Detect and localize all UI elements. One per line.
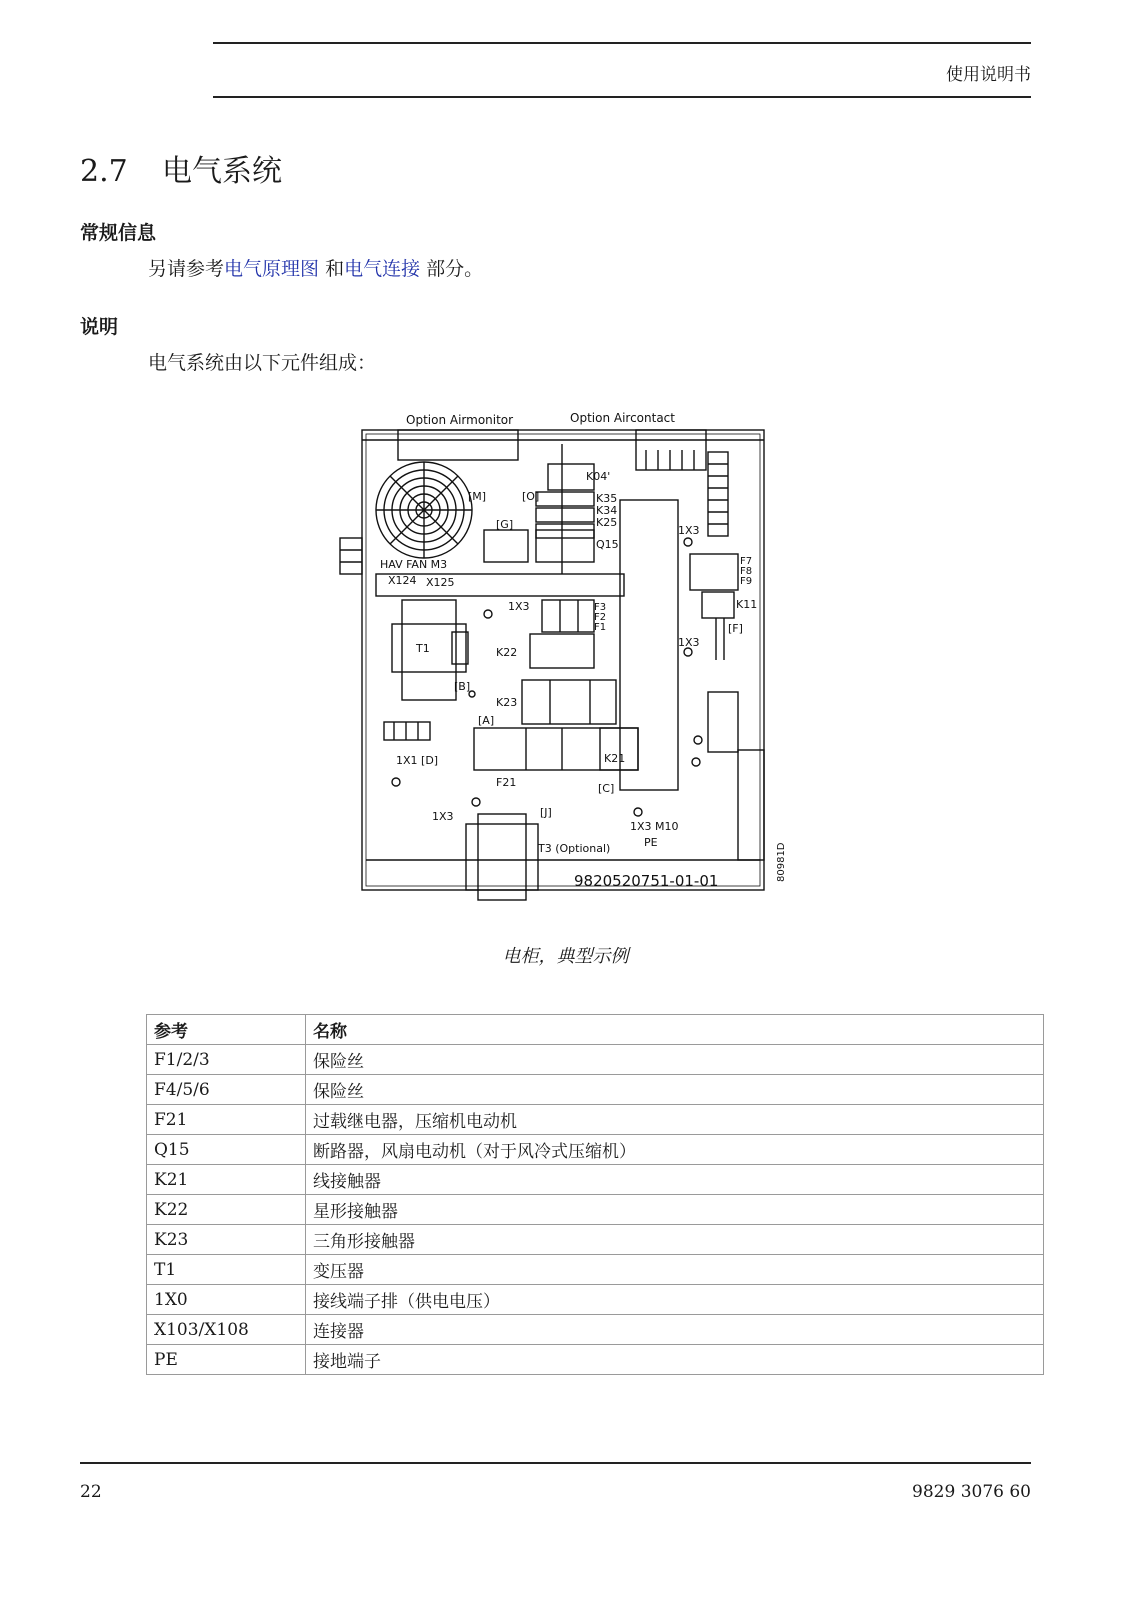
table-row <box>147 1195 1044 1225</box>
label-f3: F3 <box>594 602 607 613</box>
table-cell-name: 变压器 <box>306 1255 1044 1285</box>
general-text-before: 另请参考 <box>148 258 225 280</box>
label-j: [J] <box>540 806 552 819</box>
label-k35: K35 <box>596 492 618 505</box>
table-cell-ref: F4/5/6 <box>147 1075 306 1105</box>
label-k25: K25 <box>596 516 618 529</box>
table-row <box>147 1105 1044 1135</box>
reference-table <box>146 1014 1044 1375</box>
label-1x3-right: 1X3 <box>678 636 700 649</box>
table-cell-ref: K23 <box>147 1225 306 1255</box>
table-row <box>147 1225 1044 1255</box>
transformer-t3 <box>466 824 538 890</box>
label-f9: F9 <box>740 576 753 587</box>
label-k34: K34 <box>596 504 618 517</box>
document-number: 9829 3076 60 <box>912 1482 1031 1502</box>
table-cell-ref: PE <box>147 1345 306 1375</box>
table-cell-name: 过载继电器，压缩机电动机 <box>306 1105 1044 1135</box>
label-k22: K22 <box>496 646 518 659</box>
label-aircontact: Option Aircontact <box>570 411 675 425</box>
table-cell-name: 连接器 <box>306 1315 1044 1345</box>
cable-gland <box>340 538 362 574</box>
table-row <box>147 1255 1044 1285</box>
label-q15: Q15 <box>596 538 619 551</box>
label-b: [B] <box>454 680 471 693</box>
label-f2: F2 <box>594 612 607 623</box>
label-k21: K21 <box>604 752 626 765</box>
label-f21: F21 <box>496 776 517 789</box>
label-f1: F1 <box>594 622 607 633</box>
label-airmonitor: Option Airmonitor <box>406 413 514 427</box>
label-f8: F8 <box>740 566 753 577</box>
table-cell-name: 保险丝 <box>306 1075 1044 1105</box>
figure-caption: 电柜，典型示例 <box>502 946 629 967</box>
table-row <box>147 1075 1044 1105</box>
label-g: [G] <box>496 518 514 531</box>
table-cell-name: 线接触器 <box>306 1165 1044 1195</box>
table-row <box>147 1285 1044 1315</box>
table-cell-ref: F1/2/3 <box>147 1045 306 1075</box>
table-cell-name: 接地端子 <box>306 1345 1044 1375</box>
label-pe: PE <box>644 836 658 849</box>
section-title-text: 电气系统 <box>162 154 282 189</box>
table-cell-name: 三角形接触器 <box>306 1225 1044 1255</box>
label-t3: T3 (Optional) <box>538 842 611 855</box>
table-header-name: 名称 <box>306 1015 1044 1045</box>
label-a: [A] <box>478 714 495 727</box>
label-k23: K23 <box>496 696 518 709</box>
table-cell-ref: K21 <box>147 1165 306 1195</box>
general-heading: 常规信息 <box>80 222 157 244</box>
general-paragraph <box>148 254 483 281</box>
section-title <box>80 146 282 190</box>
table-cell-ref: F21 <box>147 1105 306 1135</box>
table-row <box>147 1345 1044 1375</box>
label-m: [M] <box>468 490 487 503</box>
label-1x3-bottom: 1X3 <box>432 810 454 823</box>
cabinet-outline <box>362 430 764 890</box>
table-header-row <box>147 1015 1044 1045</box>
table-cell-ref: T1 <box>147 1255 306 1285</box>
table-cell-name: 接线端子排（供电电压） <box>306 1285 1044 1315</box>
label-1x3-top: 1X3 <box>678 524 700 537</box>
label-f-bracket: [F] <box>728 622 743 635</box>
header-top-rule <box>213 42 1031 44</box>
table-cell-name: 保险丝 <box>306 1045 1044 1075</box>
label-x125: X125 <box>426 576 455 589</box>
page-number: 22 <box>80 1482 102 1502</box>
label-k04: K04' <box>586 470 611 483</box>
table-cell-ref: Q15 <box>147 1135 306 1165</box>
label-x124: X124 <box>388 574 417 587</box>
section-number: 2.7 <box>80 154 128 189</box>
wiring-duct <box>620 500 678 790</box>
table-cell-ref: 1X0 <box>147 1285 306 1315</box>
label-hav-fan: HAV FAN M3 <box>380 558 448 571</box>
table-cell-ref: X103/X108 <box>147 1315 306 1345</box>
label-k11: K11 <box>736 598 758 611</box>
label-c: [C] <box>598 782 615 795</box>
table-cell-ref: K22 <box>147 1195 306 1225</box>
label-f7: F7 <box>740 556 753 567</box>
footer-rule <box>80 1462 1031 1464</box>
electrical-cabinet-diagram <box>336 404 796 912</box>
label-1x3-m10: 1X3 M10 <box>630 820 679 833</box>
label-part-number: 9820520751-01-01 <box>574 872 719 890</box>
table-row <box>147 1135 1044 1165</box>
table-cell-name: 断路器，风扇电动机（对于风冷式压缩机） <box>306 1135 1044 1165</box>
general-text-mid: 和 <box>319 258 345 280</box>
description-heading: 说明 <box>80 316 119 338</box>
link-wiring-diagram[interactable]: 电气原理图 <box>224 258 320 280</box>
fan-icon <box>376 462 472 558</box>
general-text-after: 部分。 <box>420 258 484 280</box>
table-row <box>147 1045 1044 1075</box>
link-electrical-connections[interactable]: 电气连接 <box>344 258 421 280</box>
label-1x1: 1X1 [D] <box>396 754 439 767</box>
label-o: [O] <box>522 490 540 503</box>
table-row <box>147 1165 1044 1195</box>
label-1x3-mid: 1X3 <box>508 600 530 613</box>
description-text: 电气系统由以下元件组成： <box>148 352 377 374</box>
label-drawing-number: 80981D <box>776 842 787 882</box>
header-title: 使用说明书 <box>946 65 1031 85</box>
table-cell-name: 星形接触器 <box>306 1195 1044 1225</box>
table-header-reference: 参考 <box>147 1015 306 1045</box>
label-t1: T1 <box>416 642 430 655</box>
header-bottom-rule <box>213 96 1031 98</box>
table-row <box>147 1315 1044 1345</box>
airmonitor-module <box>398 430 518 460</box>
